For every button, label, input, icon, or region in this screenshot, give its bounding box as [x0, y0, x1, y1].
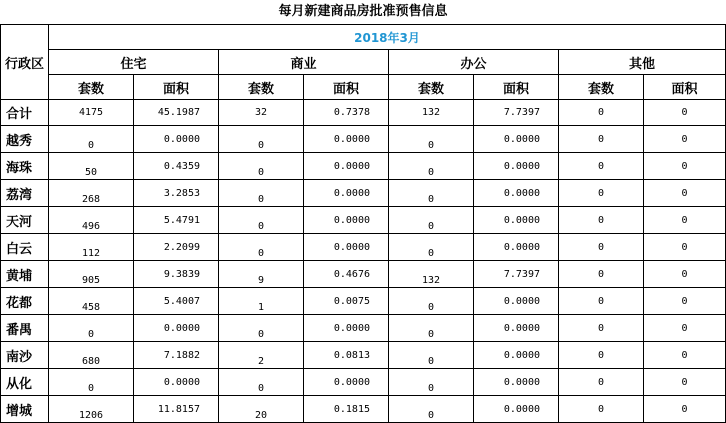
cell-other-count: 0	[559, 369, 644, 396]
cell-other-count: 0	[559, 261, 644, 288]
region-name: 越秀	[1, 126, 49, 153]
cell-commercial-area: 0.0000	[304, 180, 389, 207]
cell-office-area: 0.0000	[474, 342, 559, 369]
cell-other-area: 0	[644, 342, 726, 369]
cell-residential-count: 905	[49, 261, 134, 288]
cell-commercial-area: 0.4676	[304, 261, 389, 288]
cell-office-count: 0	[389, 126, 474, 153]
cell-commercial-count: 1	[219, 288, 304, 315]
cell-residential-count: 680	[49, 342, 134, 369]
cell-residential-count: 4175	[49, 100, 134, 126]
sub-header-count: 套数	[219, 75, 304, 100]
region-name: 海珠	[1, 153, 49, 180]
cell-commercial-count: 0	[219, 234, 304, 261]
cell-residential-area: 11.8157	[134, 396, 219, 423]
cell-commercial-area: 0.0000	[304, 315, 389, 342]
cell-other-count: 0	[559, 207, 644, 234]
table-row	[1, 100, 726, 126]
cell-other-area: 0	[644, 288, 726, 315]
table-row	[1, 153, 726, 180]
cell-office-area: 7.7397	[474, 100, 559, 126]
cell-residential-count: 0	[49, 369, 134, 396]
cell-office-area: 0.0000	[474, 315, 559, 342]
category-residential: 住宅	[49, 50, 219, 75]
cell-other-count: 0	[559, 288, 644, 315]
cell-office-count: 132	[389, 100, 474, 126]
sub-header-count: 套数	[49, 75, 134, 100]
region-name: 番禺	[1, 315, 49, 342]
region-name: 合计	[1, 100, 49, 126]
cell-residential-count: 1206	[49, 396, 134, 423]
table-row	[1, 288, 726, 315]
cell-office-count: 0	[389, 234, 474, 261]
cell-commercial-count: 0	[219, 369, 304, 396]
region-name: 荔湾	[1, 180, 49, 207]
region-name: 花都	[1, 288, 49, 315]
region-name: 黄埔	[1, 261, 49, 288]
category-office: 办公	[389, 50, 559, 75]
cell-office-area: 0.0000	[474, 180, 559, 207]
cell-commercial-area: 0.0000	[304, 234, 389, 261]
cell-residential-area: 45.1987	[134, 100, 219, 126]
cell-office-count: 0	[389, 153, 474, 180]
cell-other-area: 0	[644, 315, 726, 342]
cell-other-count: 0	[559, 315, 644, 342]
category-other: 其他	[559, 50, 726, 75]
cell-commercial-area: 0.7378	[304, 100, 389, 126]
cell-commercial-area: 0.0000	[304, 207, 389, 234]
date-label: 2018年3月	[49, 25, 726, 50]
presale-table	[0, 24, 726, 423]
cell-residential-area: 5.4007	[134, 288, 219, 315]
cell-office-count: 0	[389, 342, 474, 369]
region-name: 从化	[1, 369, 49, 396]
cell-residential-area: 5.4791	[134, 207, 219, 234]
cell-commercial-area: 0.1815	[304, 396, 389, 423]
cell-office-area: 0.0000	[474, 396, 559, 423]
cell-residential-count: 268	[49, 180, 134, 207]
cell-residential-area: 0.0000	[134, 315, 219, 342]
sub-header-count: 套数	[389, 75, 474, 100]
cell-residential-area: 7.1882	[134, 342, 219, 369]
cell-other-count: 0	[559, 100, 644, 126]
cell-residential-count: 458	[49, 288, 134, 315]
category-commercial: 商业	[219, 50, 389, 75]
page-title: 每月新建商品房批准预售信息	[278, 4, 448, 19]
cell-commercial-count: 2	[219, 342, 304, 369]
cell-commercial-count: 0	[219, 153, 304, 180]
cell-commercial-count: 20	[219, 396, 304, 423]
cell-other-count: 0	[559, 126, 644, 153]
region-name: 天河	[1, 207, 49, 234]
cell-other-area: 0	[644, 261, 726, 288]
table-row	[1, 396, 726, 423]
cell-residential-count: 50	[49, 153, 134, 180]
cell-other-area: 0	[644, 396, 726, 423]
cell-office-area: 0.0000	[474, 234, 559, 261]
cell-commercial-count: 9	[219, 261, 304, 288]
cell-office-area: 0.0000	[474, 207, 559, 234]
sub-header-area: 面积	[474, 75, 559, 100]
cell-office-area: 0.0000	[474, 288, 559, 315]
cell-commercial-area: 0.0000	[304, 369, 389, 396]
cell-commercial-count: 0	[219, 180, 304, 207]
region-name: 白云	[1, 234, 49, 261]
cell-residential-area: 2.2099	[134, 234, 219, 261]
cell-office-area: 0.0000	[474, 153, 559, 180]
table-row	[1, 126, 726, 153]
cell-other-count: 0	[559, 180, 644, 207]
table-row	[1, 315, 726, 342]
cell-office-count: 0	[389, 180, 474, 207]
cell-commercial-count: 32	[219, 100, 304, 126]
cell-other-area: 0	[644, 126, 726, 153]
table-row	[1, 261, 726, 288]
table-row	[1, 207, 726, 234]
sub-header-count: 套数	[559, 75, 644, 100]
cell-office-area: 0.0000	[474, 126, 559, 153]
cell-commercial-area: 0.0000	[304, 153, 389, 180]
cell-other-count: 0	[559, 234, 644, 261]
cell-office-count: 0	[389, 369, 474, 396]
cell-office-count: 0	[389, 207, 474, 234]
cell-commercial-area: 0.0000	[304, 126, 389, 153]
sub-header-area: 面积	[644, 75, 726, 100]
cell-office-count: 132	[389, 261, 474, 288]
sub-header-area: 面积	[134, 75, 219, 100]
cell-residential-count: 0	[49, 126, 134, 153]
region-name: 增城	[1, 396, 49, 423]
cell-residential-count: 112	[49, 234, 134, 261]
cell-other-area: 0	[644, 207, 726, 234]
cell-residential-area: 0.0000	[134, 369, 219, 396]
cell-residential-count: 0	[49, 315, 134, 342]
cell-commercial-area: 0.0075	[304, 288, 389, 315]
cell-residential-count: 496	[49, 207, 134, 234]
cell-office-area: 7.7397	[474, 261, 559, 288]
cell-office-count: 0	[389, 288, 474, 315]
cell-other-area: 0	[644, 369, 726, 396]
cell-other-area: 0	[644, 100, 726, 126]
cell-other-area: 0	[644, 180, 726, 207]
cell-residential-area: 9.3839	[134, 261, 219, 288]
cell-other-count: 0	[559, 396, 644, 423]
cell-residential-area: 3.2853	[134, 180, 219, 207]
cell-other-area: 0	[644, 153, 726, 180]
sub-header-area: 面积	[304, 75, 389, 100]
cell-other-count: 0	[559, 153, 644, 180]
cell-office-count: 0	[389, 315, 474, 342]
table-row	[1, 234, 726, 261]
cell-office-area: 0.0000	[474, 369, 559, 396]
cell-commercial-count: 0	[219, 126, 304, 153]
cell-other-count: 0	[559, 342, 644, 369]
row-header: 行政区	[1, 25, 49, 100]
cell-commercial-area: 0.0813	[304, 342, 389, 369]
table-row	[1, 342, 726, 369]
cell-residential-area: 0.0000	[134, 126, 219, 153]
cell-office-count: 0	[389, 396, 474, 423]
cell-residential-area: 0.4359	[134, 153, 219, 180]
table-row	[1, 369, 726, 396]
cell-other-area: 0	[644, 234, 726, 261]
cell-commercial-count: 0	[219, 315, 304, 342]
cell-commercial-count: 0	[219, 207, 304, 234]
table-row	[1, 180, 726, 207]
region-name: 南沙	[1, 342, 49, 369]
